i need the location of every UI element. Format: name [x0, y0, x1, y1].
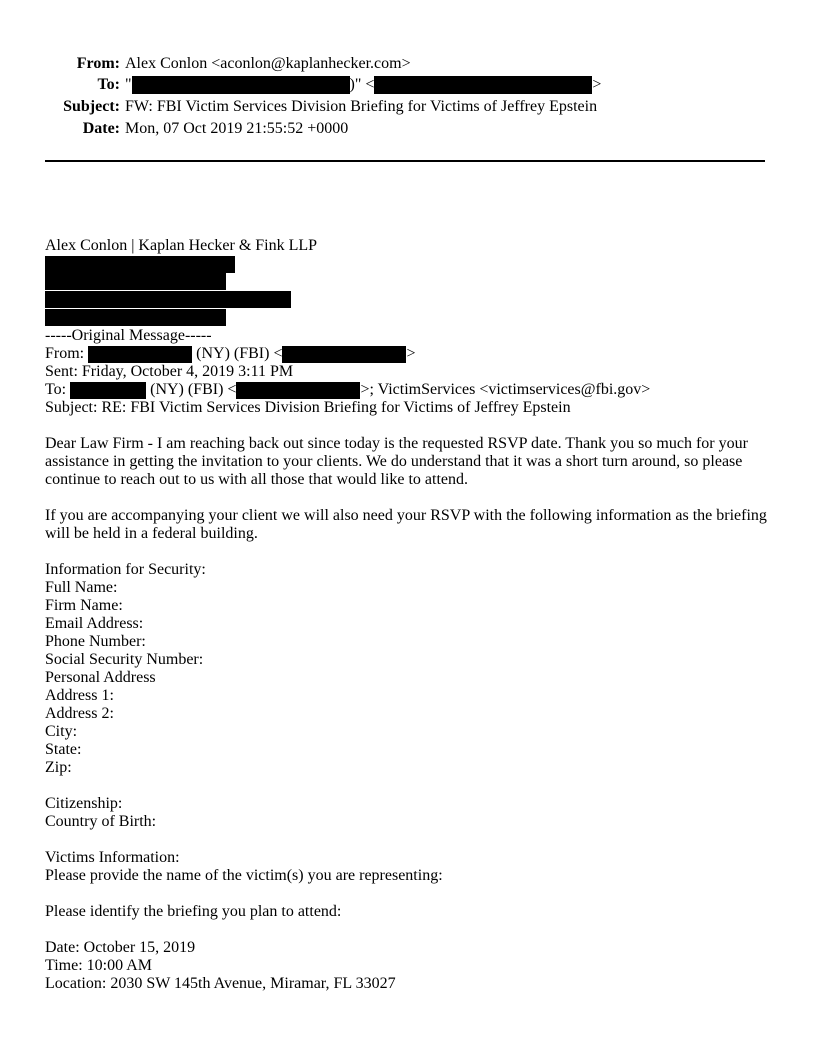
redaction-to-email	[374, 76, 592, 94]
field-address-1: Address 1:	[45, 687, 114, 704]
field-zip: Zip:	[45, 759, 72, 776]
from-label: From:	[76, 55, 120, 72]
field-phone-number: Phone Number:	[45, 633, 146, 650]
security-heading: Information for Security:	[45, 561, 206, 578]
from-value: Alex Conlon <aconlon@kaplanhecker.com>	[125, 55, 411, 72]
body-para1-line1: Dear Law Firm - I am reaching back out since today is the requested RSVP date. Thank you so much for your	[45, 435, 748, 452]
field-firm-name: Firm Name:	[45, 597, 123, 614]
original-subject: Subject: RE: FBI Victim Services Division Briefing for Victims of Jeffrey Epstein	[45, 399, 571, 416]
field-email-address: Email Address:	[45, 615, 144, 632]
briefing-time: Time: 10:00 AM	[45, 957, 152, 974]
body-para2-line2: will be held in a federal building.	[45, 525, 258, 542]
body-para2-line1: If you are accompanying your client we will also need your RSVP with the following information as the briefing	[45, 507, 767, 524]
redaction-signature-3	[45, 291, 291, 308]
original-from-label: From:	[45, 345, 85, 362]
briefing-prompt: Please identify the briefing you plan to attend:	[45, 903, 342, 920]
field-personal-address: Personal Address	[45, 669, 156, 686]
to-suffix: >	[592, 76, 602, 93]
field-ssn: Social Security Number:	[45, 651, 204, 668]
redaction-signature-4	[45, 309, 226, 326]
header-divider	[45, 160, 765, 162]
to-value	[125, 76, 601, 94]
briefing-date: Date: October 15, 2019	[45, 939, 196, 956]
field-citizenship: Citizenship:	[45, 795, 123, 812]
field-city: City:	[45, 723, 78, 740]
victims-prompt: Please provide the name of the victim(s) you are representing:	[45, 867, 443, 884]
redaction-original-to-name	[70, 382, 146, 399]
field-country-of-birth: Country of Birth:	[45, 813, 157, 830]
redaction-original-from-email	[282, 346, 406, 363]
briefing-location: Location: 2030 SW 145th Avenue, Miramar, FL 33027	[45, 975, 396, 992]
signature-name: Alex Conlon | Kaplan Hecker & Fink LLP	[45, 237, 318, 254]
field-full-name: Full Name:	[45, 579, 118, 596]
original-to-mid: (NY) (FBI) <	[150, 381, 237, 398]
redaction-original-from-name	[88, 346, 192, 363]
original-from-mid: (NY) (FBI) <	[196, 345, 283, 362]
redaction-signature-1	[45, 256, 235, 273]
original-message-separator: -----Original Message-----	[45, 327, 212, 344]
subject-value: FW: FBI Victim Services Division Briefing for Victims of Jeffrey Epstein	[125, 98, 598, 115]
date-value: Mon, 07 Oct 2019 21:55:52 +0000	[125, 120, 349, 137]
original-sent: Sent: Friday, October 4, 2019 3:11 PM	[45, 363, 294, 380]
to-middle: )" <	[349, 76, 375, 93]
redaction-to-name	[132, 76, 350, 94]
field-state: State:	[45, 741, 82, 758]
subject-label: Subject:	[63, 98, 120, 115]
date-label: Date:	[82, 120, 120, 137]
original-to-label: To:	[45, 381, 67, 398]
original-from-suffix: >	[406, 345, 416, 362]
to-prefix: "	[125, 76, 132, 93]
body-para1-line3: continue to reach out to us with all those that would like to attend.	[45, 471, 469, 488]
victims-heading: Victims Information:	[45, 849, 180, 866]
original-from	[45, 345, 416, 363]
field-address-2: Address 2:	[45, 705, 114, 722]
body-para1-line2: assistance in getting the invitation to your clients. We do understand that it was a short turn around, so please	[45, 453, 743, 470]
redaction-original-to-email	[236, 382, 360, 399]
original-to	[45, 381, 650, 399]
redaction-signature-2	[45, 273, 226, 290]
to-label: To:	[97, 76, 120, 93]
original-to-suffix: >; VictimServices <victimservices@fbi.gov>	[360, 381, 651, 398]
